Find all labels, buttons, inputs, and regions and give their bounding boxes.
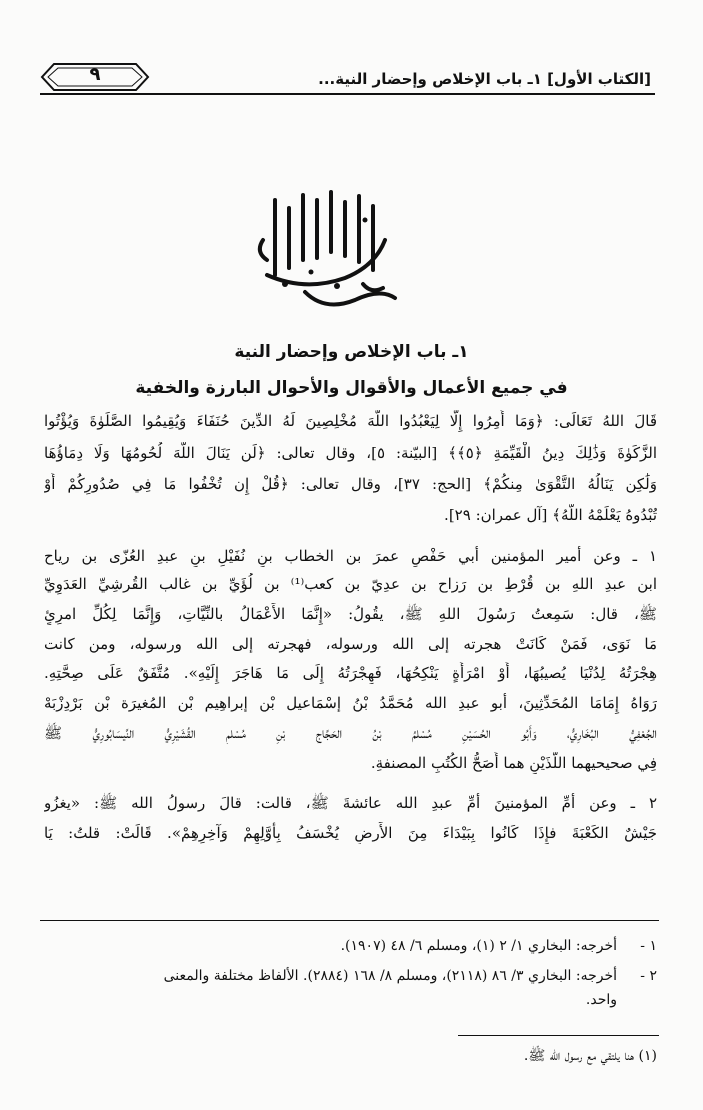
page-number: ٩ — [89, 64, 101, 85]
header-rule — [40, 93, 655, 95]
verse-line: قَالَ اللهُ تَعَالَى: ﴿وَمَا أُمِرُوا إِلَّا لِيَعْبُدُوا اللَّهَ مُخْلِصِينَ لَهُ الدِّينَ حُنَفَاءَ وَيُقِيمُوا الصَّلَوٰةَ وَيُؤْتُوا — [44, 412, 657, 430]
verse-line: وَلَٰكِن يَنَالُهُ التَّقْوَىٰ مِنكُمْ﴾ [الحج: ٣٧]، وقال تعالى: ﴿قُلْ إِن تُخْفُوا مَا فِي صُدُورِكُمْ أَوْ — [44, 475, 657, 493]
chapter-title: ١ـ باب الإخلاص وإحضار النية — [234, 342, 469, 362]
running-title: [الكتاب الأول] ١ـ باب الإخلاص وإحضار النية... — [318, 70, 651, 88]
hadith-line: ١ ـ وعن أمير المؤمنين أبي حَفْصٍ عمرَ بن الخطاب بنِ نُفَيْلِ بنِ عبدِ العُزّى بن رياح — [44, 547, 657, 565]
hadith-line: ابن عبدِ اللهِ بن قُرْطِ بن رَزاح بن عدِيّ بن كعب⁽¹⁾ بن لُؤَيِّ بن غالب القُرشِيِّ العَدَوِيِّ — [44, 575, 657, 593]
takhrij-number: ١ - — [640, 938, 657, 954]
footnote-rule — [40, 920, 659, 921]
footnote-rule — [458, 1035, 659, 1036]
hadith-line: رَوَاهُ إِمَامَا المُحَدِّثِينَ، أبو عبدِ الله مُحَمَّدُ بْنُ إسْمَاعيل بْن إبراهِيم بْن المُغيرَة بْن بَرْدِزْبَهْ — [44, 694, 657, 712]
basmala-calligraphy-icon — [245, 180, 405, 315]
hadith-line: ﷺ، قال: سَمِعتُ رَسُولَ اللهِ ﷺ، يقُولُ: «إِنَّمَا الأَعْمَالُ بالنِّيَّاتِ، وَإِنَّمَا لِكُلِّ امرِئٍ — [44, 605, 657, 623]
hadith-line: الجُعْفِيُّ البُخَارِيُّ، وَأَبُو الحُسَيْنِ مُسْلمُ بْنُ الحَجَّاجِ بْنِ مُسْلمٍ القُشَيْرِيُّ النَّيسَابُورِيُّ ﷺ — [44, 724, 657, 742]
hadith-line: هِجْرَتُهُ لِدُنْيَا يُصيبُهَا، أَوْ امْرَأَةٍ يَنْكِحُهَا، فَهِجْرَتُهُ إِلَى مَا هَاجَرَ إِلَيْهِ». مُتَّفَقٌ عَلَى صِحَّتِهِ. — [44, 664, 657, 682]
hadith-line: مَا نَوَى، فَمَنْ كَانَتْ هجرته إلى الله ورسوله، فهجرته إلى الله ورسوله، ومن كانت — [44, 635, 657, 653]
hadith-line: ٢ ـ وعن أمِّ المؤمنينَ أمِّ عبدِ الله عائشةَ ﷺ، قالت: قالَ رسولُ الله ﷺ: «يغزُو — [44, 794, 657, 812]
footnote: (١) هنا يلتقي مع رسول الله ﷺ. — [523, 1048, 657, 1064]
verse-line: تُبْدُوهُ يَعْلَمْهُ اللَّهُ﴾ [آل عمران: ٢٩]. — [444, 506, 657, 524]
verse-line: الزَّكَوٰةَ وَذَٰلِكَ دِينُ الْقَيِّمَةِ ﴿٥﴾﴾ [البيّنة: ٥]، وقال تعالى: ﴿لَن يَنَالَ اللَّهَ لُحُومُهَا وَلَا دِمَاؤُهَا — [44, 444, 657, 462]
takhrij-number: ٢ - — [640, 968, 657, 984]
chapter-subtitle: في جميع الأعمال والأقوال والأحوال البارزة والخفية — [135, 378, 568, 398]
takhrij-text: أخرجه: البخاري ٣/ ٨٦ (٢١١٨)، ومسلم ٨/ ١٦٨ (٢٨٨٤). الألفاظ مختلفة والمعنى — [163, 968, 617, 984]
takhrij-text: واحد. — [585, 992, 617, 1008]
page-number-frame — [40, 60, 150, 94]
takhrij-note — [44, 990, 657, 1011]
hadith-line: جَيْشٌ الكَعْبَةَ فإِذَا كَانُوا بِبَيْدَاءَ مِنَ الأَرضِ يُخْسَفُ بِأَوَّلِهِمْ وَآخِرِهِمْ». قَالَتْ: قلتُ: يَا — [44, 824, 657, 842]
takhrij-note — [44, 936, 657, 957]
takhrij-note — [44, 966, 657, 987]
takhrij-text: أخرجه: البخاري ١/ ٢ (١)، ومسلم ٦/ ٤٨ (١٩٠٧). — [340, 938, 617, 954]
hadith-line: فِي صحيحيهما اللَّذَيْنِ هما أَصَحُّ الكُتُبِ المصنفةِ. — [370, 754, 657, 772]
